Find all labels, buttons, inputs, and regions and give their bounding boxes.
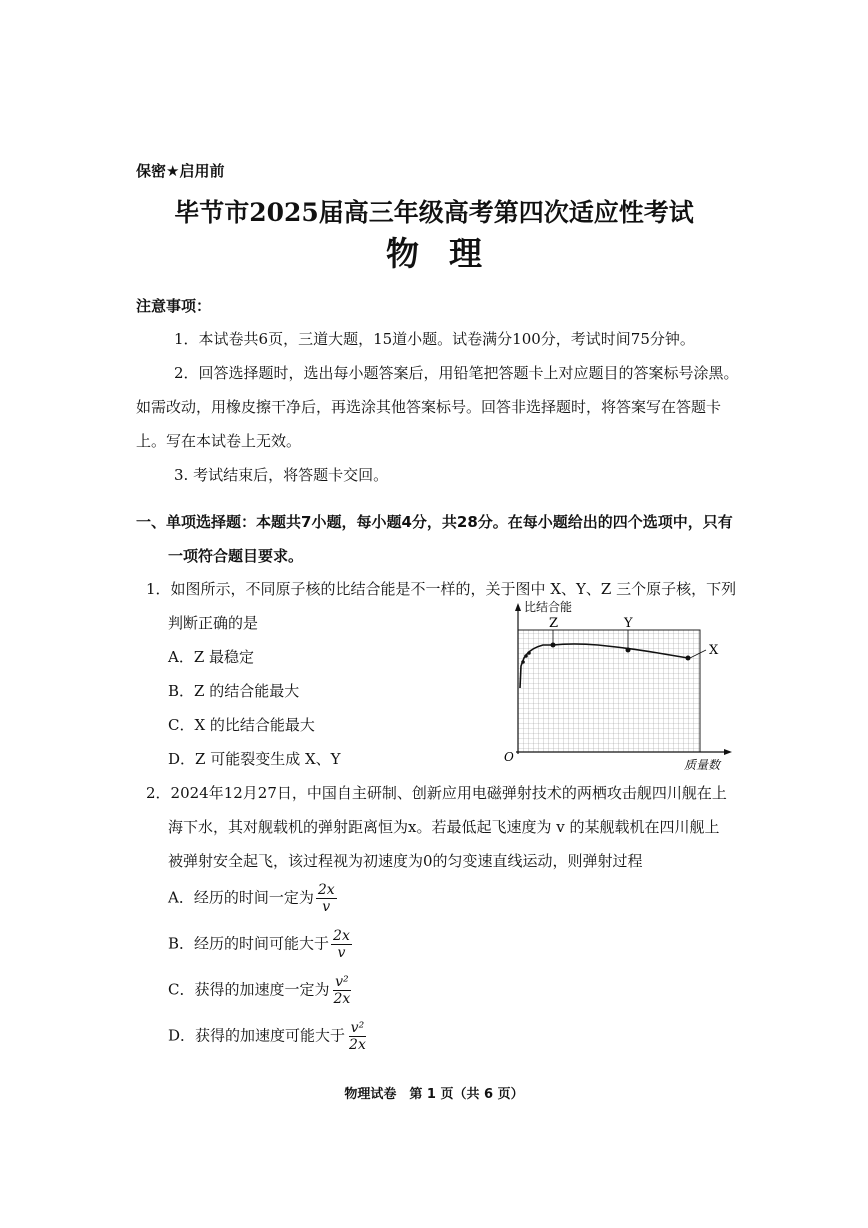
q2-option-d-text: D．获得的加速度可能大于 xyxy=(168,1026,346,1045)
q1-option-b: B．Z 的结合能最大 xyxy=(168,682,300,700)
q1-option-a: A．Z 最稳定 xyxy=(168,648,255,666)
fraction-2x-over-v: $\frac{2x}{v}$ xyxy=(317,882,335,915)
origin-label: O xyxy=(504,750,514,764)
fraction-v2-over-2x: $\frac{\text{v²}}{2x}$ xyxy=(333,974,351,1007)
q2-option-b-text: B．经历的时间可能大于 xyxy=(168,934,330,953)
x-axis-label: 质量数 xyxy=(684,758,721,772)
notice-item-1: 1．本试卷共6页，三道大题，15道小题。试卷满分100分，考试时间75分钟。 xyxy=(174,330,695,348)
notice-item-2-cont: 如需改动，用橡皮擦干净后，再选涂其他答案标号。回答非选择题时，将答案写在答题卡 xyxy=(136,398,722,416)
figure-grid xyxy=(518,630,700,752)
confidential-mark: 保密★启用前 xyxy=(136,162,225,180)
y-axis-arrow xyxy=(515,603,521,611)
subject-title: 物理 xyxy=(386,234,512,273)
section-heading-cont: 一项符合题目要求。 xyxy=(168,547,304,565)
fraction-2x-over-v: $\frac{2x}{v}$ xyxy=(333,928,350,961)
notice-heading: 注意事项： xyxy=(136,297,212,315)
q2-option-c-text: C．获得的加速度一定为 xyxy=(168,980,330,999)
label-x: X xyxy=(709,643,719,658)
curve-point xyxy=(521,660,525,664)
notice-item-2-end: 上。写在本试卷上无效。 xyxy=(136,432,302,450)
binding-energy-figure xyxy=(498,598,742,776)
curve-point xyxy=(527,651,531,655)
q2-option-d xyxy=(168,1020,368,1053)
q2-stem-cont-2: 被弹射安全起飞，该过程视为初速度为0的匀变速直线运动，则弹射过程 xyxy=(168,852,643,870)
exam-title: 毕节市2025届高三年级高考第四次适应性考试 xyxy=(174,198,694,227)
q2-option-a-text: A．经历的时间一定为 xyxy=(168,888,314,907)
fraction-v2-over-2x: $\frac{\text{v²}}{2x}$ xyxy=(349,1020,366,1053)
notice-item-2: 2．回答选择题时，选出每小题答案后，用铅笔把答题卡上对应题目的答案标号涂黑。 xyxy=(174,364,739,382)
notice-item-3: 3. 考试结束后，将答题卡交回。 xyxy=(174,466,389,484)
label-z: Z xyxy=(549,616,559,631)
q2-stem-cont-1: 海下水，其对舰载机的弹射距离恒为x。若最低起飞速度为 v 的某舰载机在四川舰上 xyxy=(168,818,720,836)
page-footer: 物理试卷 第 1 页（共 6 页） xyxy=(344,1087,524,1102)
section-heading: 一、单项选择题：本题共7小题，每小题4分，共28分。在每小题给出的四个选项中，只有 xyxy=(136,513,733,531)
q1-stem-cont: 判断正确的是 xyxy=(168,614,259,632)
label-y: Y xyxy=(624,616,633,631)
y-axis-label: 比结合能 xyxy=(524,600,573,614)
q1-option-d: D．Z 可能裂变生成 X、Y xyxy=(168,750,341,768)
q2-option-a xyxy=(168,882,337,915)
q2-option-c xyxy=(168,974,352,1007)
q1-option-c: C．X 的比结合能最大 xyxy=(168,716,315,734)
curve-point xyxy=(524,654,528,658)
q2-option-b xyxy=(168,928,352,961)
q1-stem: 1．如图所示，不同原子核的比结合能是不一样的，关于图中 X、Y、Z 三个原子核，下列 xyxy=(146,580,737,598)
q2-stem: 2．2024年12月27日，中国自主研制、创新应用电磁弹射技术的两栖攻击舰四川舰在上 xyxy=(146,784,727,802)
x-axis-arrow xyxy=(724,749,732,755)
point-x xyxy=(686,656,691,661)
